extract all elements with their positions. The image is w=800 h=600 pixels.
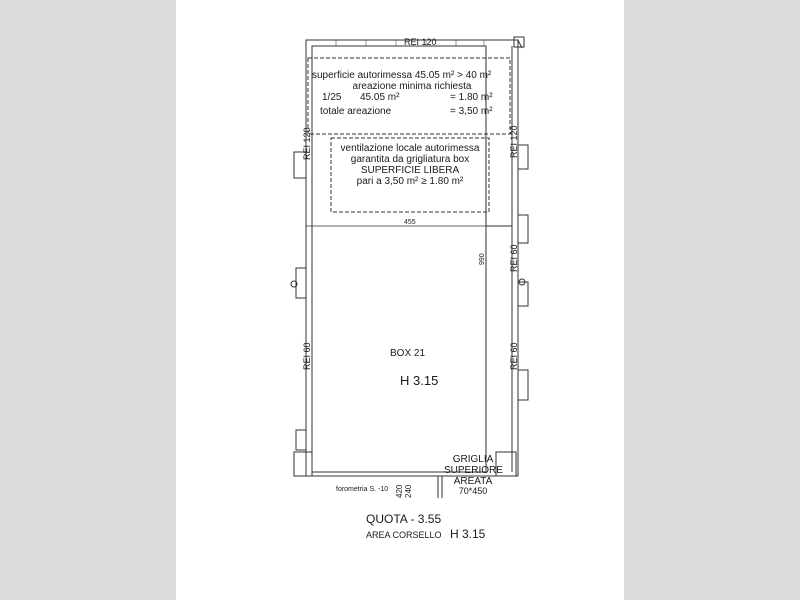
dim-width: 455 bbox=[404, 219, 416, 226]
wall-label-top: REI 120 bbox=[404, 37, 437, 47]
ratio: 1/25 bbox=[322, 92, 342, 103]
left-pilaster-2 bbox=[296, 268, 306, 298]
door-dim-a: 420 bbox=[395, 484, 404, 498]
min-vent-value: = 1.80 m² bbox=[450, 92, 493, 103]
dim-height: 990 bbox=[479, 253, 486, 265]
right-pilaster-2 bbox=[518, 215, 528, 243]
room-height: H 3.15 bbox=[400, 373, 439, 388]
right-pilaster-1 bbox=[518, 145, 528, 169]
vent-line-1: ventilazione locale autorimessa bbox=[340, 143, 480, 154]
area-corsello-label: AREA CORSELLO bbox=[366, 530, 442, 540]
vent-line-4: pari a 3,50 m² ≥ 1.80 m² bbox=[356, 176, 464, 187]
room-name: BOX 21 bbox=[390, 348, 426, 359]
wall-label-right-low: REI 60 bbox=[509, 342, 519, 370]
right-pilaster-4 bbox=[518, 370, 528, 400]
wall-label-right-mid: REI 60 bbox=[509, 244, 519, 272]
right-pilaster-3 bbox=[518, 282, 528, 306]
quota-label: QUOTA - 3.55 bbox=[366, 512, 442, 526]
ventilazione-note bbox=[333, 143, 487, 187]
areazione-note bbox=[312, 70, 512, 120]
areazione-line-2: areazione minima richiesta bbox=[352, 81, 472, 92]
wall-label-left-top: REI 120 bbox=[302, 127, 312, 160]
footer-height: H 3.15 bbox=[450, 527, 486, 541]
griglia-line-4: 70*450 bbox=[458, 486, 488, 496]
wall-label-right-top: REI 120 bbox=[509, 125, 519, 158]
areazione-row-4 bbox=[312, 106, 512, 120]
griglia-note bbox=[444, 454, 502, 497]
left-pilaster-3 bbox=[296, 430, 306, 450]
griglia-line-1: GRIGLIA bbox=[452, 454, 494, 465]
vent-line-2: garantita da grigliatura box bbox=[350, 154, 470, 165]
total-value: = 3,50 m² bbox=[450, 106, 493, 117]
total-label: totale areazione bbox=[320, 106, 392, 117]
wall-label-left-low: REI 60 bbox=[302, 342, 312, 370]
forometria-label: forometria S. -10 bbox=[336, 486, 389, 493]
left-column bbox=[294, 452, 312, 476]
area-value: 45.05 m² bbox=[360, 92, 400, 103]
areazione-line-1: superficie autorimessa 45.05 m² > 40 m² bbox=[312, 70, 492, 81]
vent-line-3: SUPERFICIE LIBERA bbox=[360, 165, 460, 176]
door-dim-b: 240 bbox=[404, 484, 413, 498]
drawing-sheet bbox=[176, 0, 624, 600]
areazione-row-3 bbox=[312, 92, 512, 106]
griglia-line-3: AREATA bbox=[453, 476, 493, 487]
griglia-line-2: SUPERIORE bbox=[444, 465, 503, 476]
